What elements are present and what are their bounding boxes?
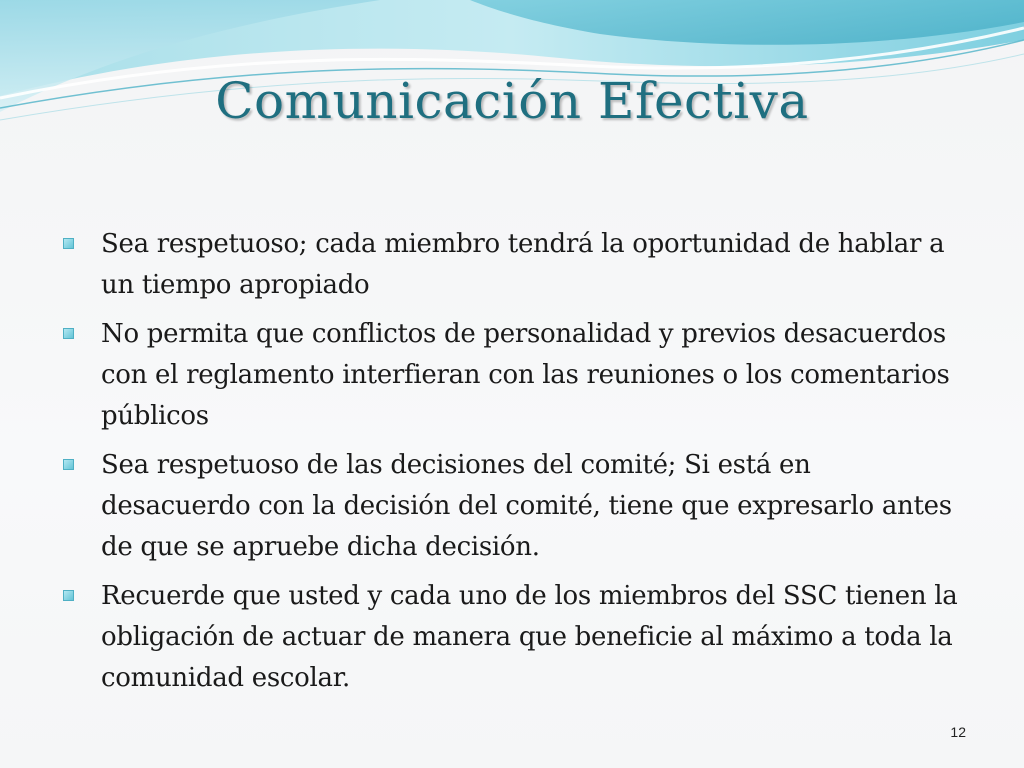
bullet-item [60, 314, 960, 437]
square-bullet-icon [63, 459, 74, 470]
square-bullet-icon [63, 590, 74, 601]
bullet-item [60, 445, 960, 568]
bullet-text: Sea respetuoso; cada miembro tendrá la oportunidad de hablar a un tiempo apropiado [101, 229, 945, 300]
slide-title: Comunicación Efectiva [215, 72, 809, 130]
slide-number: 12 [950, 724, 966, 740]
bullet-text: Sea respetuoso de las decisiones del comité; Si está en desacuerdo con la decisión del comité, tiene que expresarlo antes de que se apruebe dicha decisión. [101, 450, 952, 562]
square-bullet-icon [63, 238, 74, 249]
bullet-text: Recuerde que usted y cada uno de los miembros del SSC tienen la obligación de actuar de manera que beneficie al máximo a toda la comunidad escolar. [101, 581, 958, 693]
square-bullet-icon [63, 328, 74, 339]
bullet-list [60, 224, 960, 707]
bullet-item [60, 224, 960, 306]
bullet-text: No permita que conflictos de personalidad y previos desacuerdos con el reglamento interfieran con las reuniones o los comentarios públicos [101, 319, 950, 431]
bullet-item [60, 576, 960, 699]
